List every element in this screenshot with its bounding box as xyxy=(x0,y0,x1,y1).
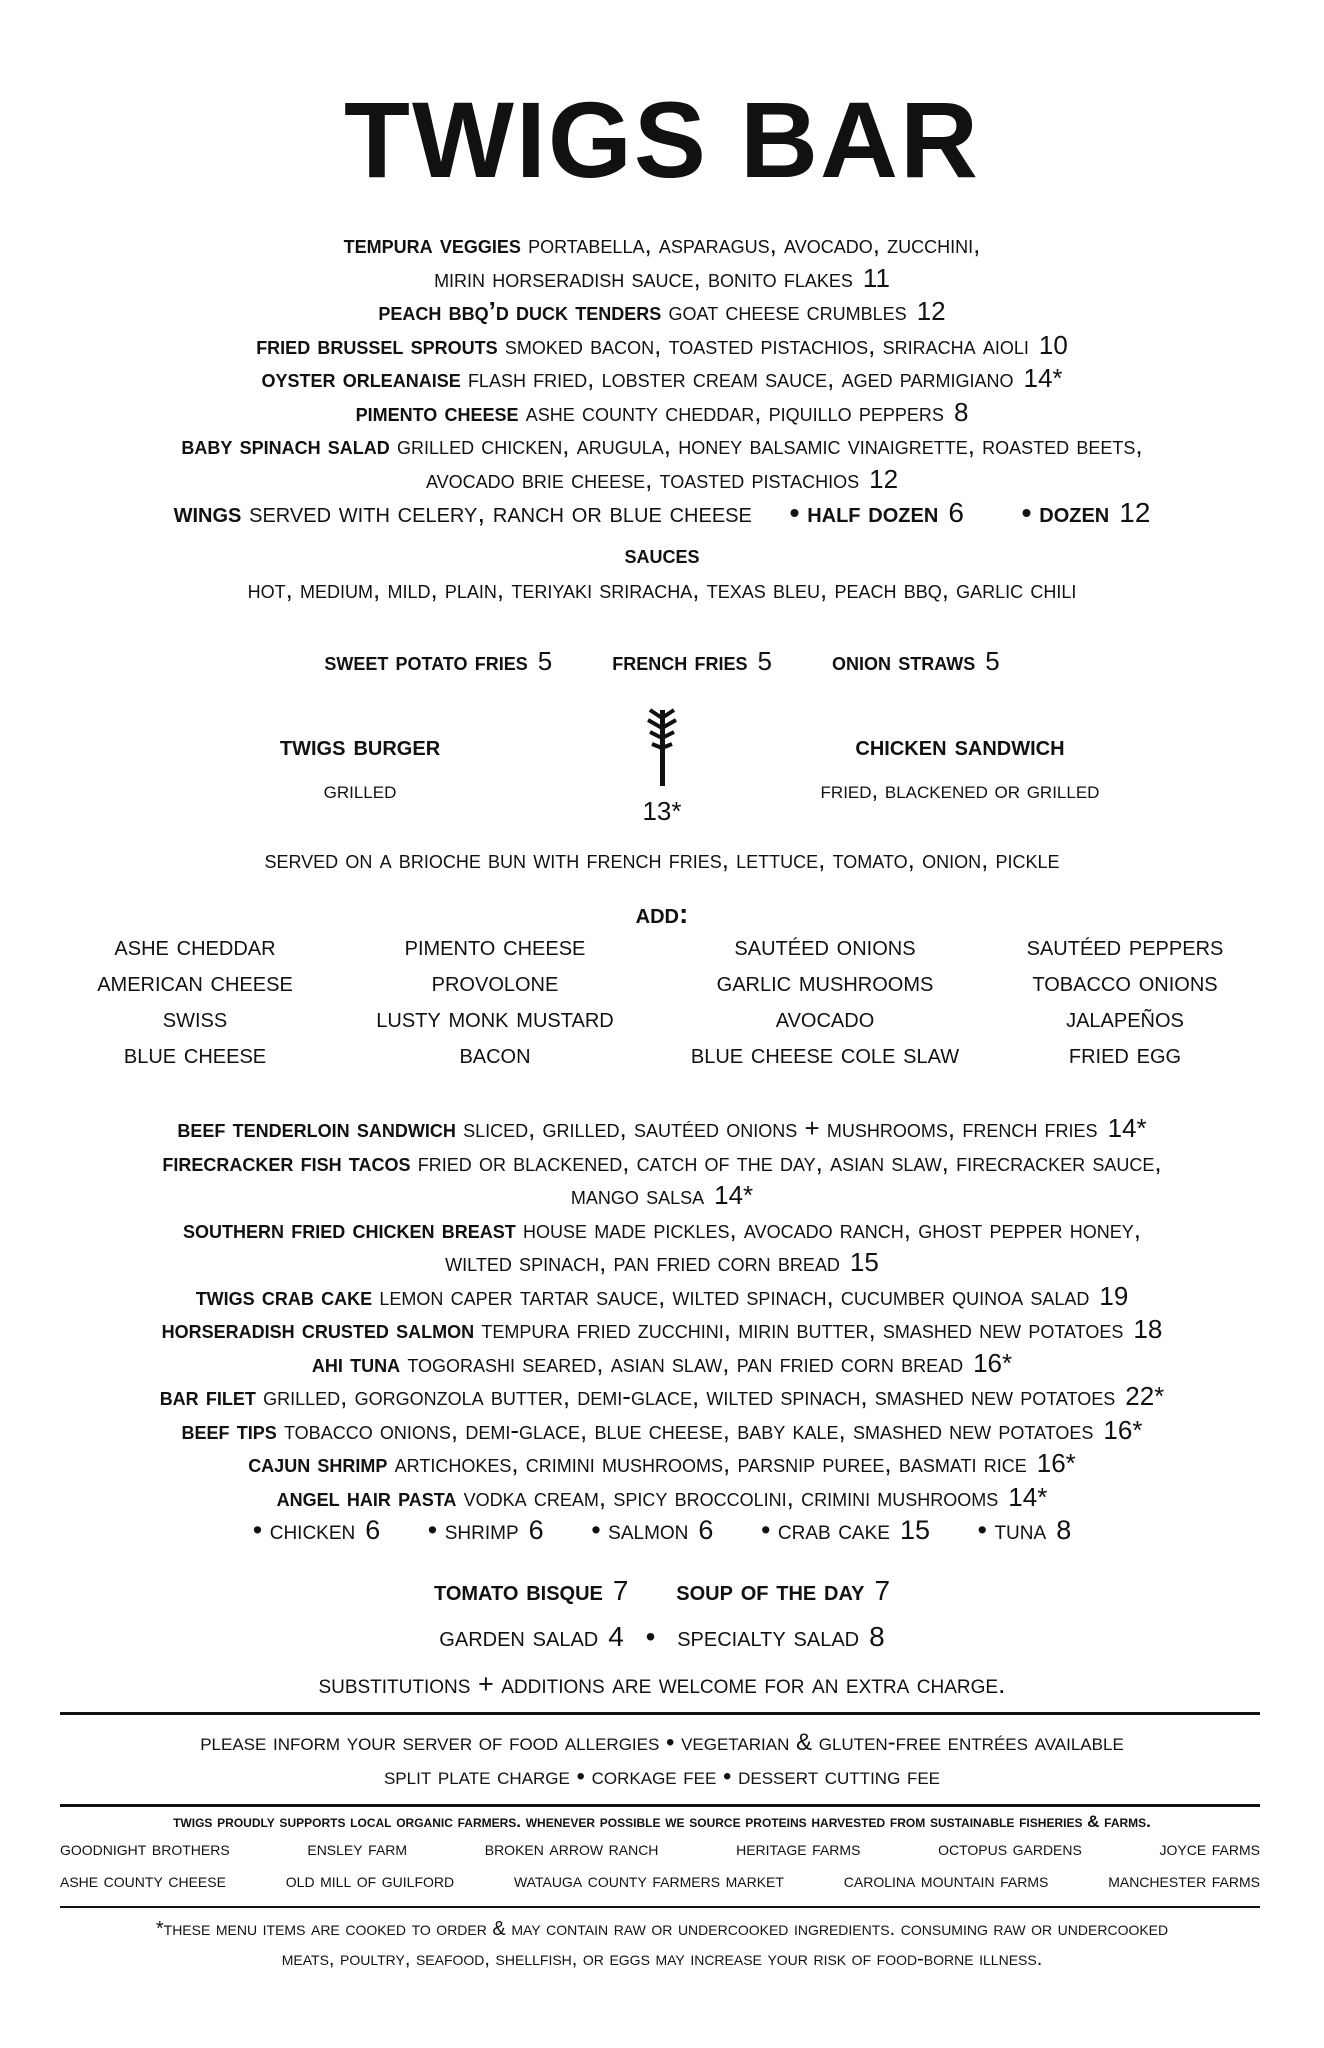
menu-item: beef tips tobacco onions, demi-glace, blue cheese, baby kale, smashed new potatoes 16* xyxy=(181,1414,1143,1445)
side-item: french fries 5 xyxy=(612,646,772,676)
twig-icon xyxy=(642,706,682,788)
add-column: pimento cheese provolone lusty monk mustard bacon xyxy=(376,930,614,1069)
add-column: ashe cheddar american cheese swiss blue cheese xyxy=(97,930,293,1069)
add-heading: add: xyxy=(635,898,689,929)
menu-item: bar filet grilled, gorgonzola butter, demi-glace, wilted spinach, smashed new potatoes 22* xyxy=(159,1381,1165,1411)
wings-item: wings served with celery, ranch or blue cheese • half dozen 6 • dozen 12 xyxy=(173,497,1151,528)
menu-item-continued: mango salsa 14* xyxy=(570,1180,754,1210)
twig-logo xyxy=(612,706,712,827)
sauces-heading: sauces xyxy=(624,538,700,569)
fees-note: split plate charge • corkage fee • dessert cutting fee xyxy=(383,1763,941,1790)
chicken-sandwich: chicken sandwich fried, blackened or grilled xyxy=(820,730,1100,804)
sides-row xyxy=(0,646,1324,677)
divider xyxy=(60,1804,1260,1807)
menu-item-continued: mirin horseradish sauce, bonito flakes 11 xyxy=(434,262,890,293)
soups-row: tomato bisque 7 soup of the day 7 xyxy=(433,1575,891,1606)
menu-item: peach bbq’d duck tenders goat cheese crumbles 12 xyxy=(378,296,946,326)
farmers-note: twigs proudly supports local organic farmers. whenever possible we source proteins harvested from sustainable fisheries & farms. xyxy=(173,1812,1151,1831)
sandwich-section xyxy=(0,700,1324,840)
divider xyxy=(60,1712,1260,1715)
menu-item: angel hair pasta vodka cream, spicy broccolini, crimini mushrooms 14* xyxy=(276,1481,1048,1512)
divider xyxy=(60,1906,1260,1908)
menu-item: baby spinach salad grilled chicken, arugula, honey balsamic vinaigrette, roasted beets, xyxy=(181,430,1143,460)
served-note: served on a brioche bun with french fries, lettuce, tomato, onion, pickle xyxy=(264,844,1060,874)
menu-item: twigs crab cake lemon caper tartar sauce, wilted spinach, cucumber quinoa salad 19 xyxy=(195,1280,1129,1311)
menu-item: beef tenderloin sandwich sliced, grilled, sautéed onions + mushrooms, french fries 14* xyxy=(177,1113,1147,1143)
twigs-burger: twigs burger grilled xyxy=(279,730,441,804)
menu-item: ahi tuna togorashi seared, asian slaw, pan fried corn bread 16* xyxy=(311,1347,1013,1378)
salads-row: garden salad 4 • specialty salad 8 xyxy=(439,1621,885,1652)
pasta-add-ons: • chicken 6 • shrimp 6 • salmon 6 • crab cake 15 • tuna 8 xyxy=(252,1515,1072,1545)
disclaimer-line: *these menu items are cooked to order & may contain raw or undercooked ingredients. consuming raw or undercooked xyxy=(155,1918,1169,1940)
add-ons-grid xyxy=(60,928,1260,1072)
add-column: sautéed peppers tobacco onions jalapeños fried egg xyxy=(1026,930,1224,1069)
menu-item-continued: wilted spinach, pan fried corn bread 15 xyxy=(445,1247,879,1277)
menu-item: tempura veggies portabella, asparagus, avocado, zucchini, xyxy=(343,229,981,259)
menu-item: fried brussel sprouts smoked bacon, toasted pistachios, sriracha aioli 10 xyxy=(256,329,1068,360)
substitutions-note: substitutions + additions are welcome for an extra charge. xyxy=(318,1669,1006,1699)
menu-item: cajun shrimp artichokes, crimini mushrooms, parsnip puree, basmati rice 16* xyxy=(248,1448,1076,1478)
farms-row: goodnight brothers ensley farm broken arrow ranch heritage farms octopus gardens joyce farms xyxy=(60,1838,1260,1860)
sandwich-price: 13* xyxy=(642,796,682,826)
allergy-note: please inform your server of food allergies • vegetarian & gluten-free entrées available xyxy=(200,1729,1124,1756)
disclaimer-line: meats, poultry, seafood, shellfish, or eggs may increase your risk of food-borne illness. xyxy=(281,1948,1043,1970)
add-column: sautéed onions garlic mushrooms avocado blue cheese cole slaw xyxy=(690,930,960,1069)
menu-item: pimento cheese ashe county cheddar, piquillo peppers 8 xyxy=(355,396,969,427)
menu-title: TWIGS BAR xyxy=(344,79,980,200)
menu-item: horseradish crusted salmon tempura fried zucchini, mirin butter, smashed new potatoes 18 xyxy=(161,1314,1163,1344)
appetizers-section xyxy=(0,228,1324,607)
farms-row: ashe county cheese old mill of guilford watauga county farmers market carolina mountain farms manchester farms xyxy=(60,1870,1260,1892)
menu-item: southern fried chicken breast house made pickles, avocado ranch, ghost pepper honey, xyxy=(183,1213,1141,1244)
menu-item-continued: avocado brie cheese, toasted pistachios 12 xyxy=(425,463,899,494)
entrees-section xyxy=(0,1112,1324,1548)
menu-item: firecracker fish tacos fried or blackened, catch of the day, asian slaw, firecracker sauce, xyxy=(162,1146,1162,1177)
side-item: sweet potato fries 5 xyxy=(324,646,553,676)
side-item: onion straws 5 xyxy=(831,646,1000,676)
menu-item: oyster orleanaise flash fried, lobster cream sauce, aged parmigiano 14* xyxy=(261,363,1063,393)
sauces-list: hot, medium, mild, plain, teriyaki sriracha, texas bleu, peach bbq, garlic chili xyxy=(247,574,1077,604)
